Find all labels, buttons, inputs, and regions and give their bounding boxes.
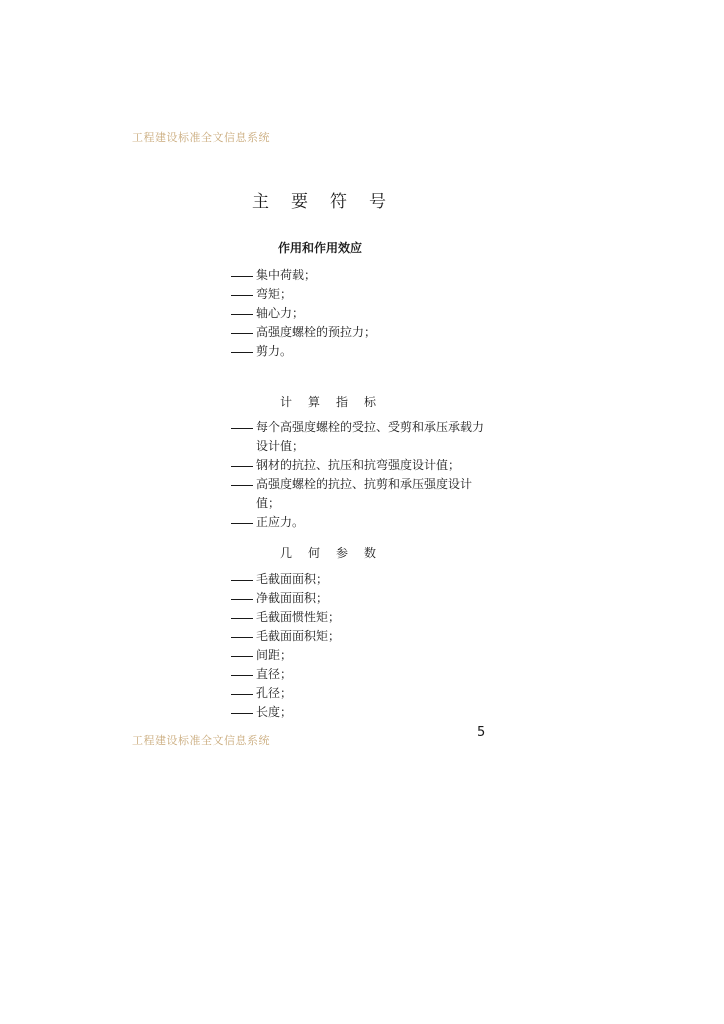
symbol-description: 毛截面惯性矩； [256,610,341,624]
symbol-description: 毛截面面积矩； [256,629,341,643]
dash-divider [231,276,253,277]
symbol-description: 正应力。 [256,515,305,529]
symbol-description: 毛截面面积； [256,572,329,586]
section-title-calc: 计算指标 [279,395,392,409]
dash-divider [231,295,253,296]
section-title-geometry: 几何参数 [279,546,392,560]
page-title: 主要符号 [252,192,408,212]
symbol-description: 轴心力； [256,306,305,320]
dash-divider [231,675,253,676]
description-continuation: 设计值； [256,439,305,453]
dash-divider [231,485,253,486]
symbol-description: 长度； [256,705,293,719]
dash-divider [231,466,253,467]
symbol-description: 高强度螺栓的预拉力； [256,325,377,339]
symbol-description: 高强度螺栓的抗拉、抗剪和承压强度设计 [256,477,473,491]
dash-divider [231,637,253,638]
dash-divider [231,656,253,657]
watermark-top: 工程建设标准全文信息系统 [132,131,270,144]
symbol-description: 集中荷载； [256,268,317,282]
page-number: 5 [477,725,486,740]
dash-divider [231,314,253,315]
dash-divider [231,352,253,353]
dash-divider [231,599,253,600]
section-title-actions: 作用和作用效应 [277,241,362,255]
dash-divider [231,713,253,714]
watermark-bottom: 工程建设标准全文信息系统 [132,734,270,747]
symbol-description: 剪力。 [256,344,293,358]
symbol-description: 直径； [256,667,293,681]
symbol-description: 钢材的抗拉、抗压和抗弯强度设计值； [256,458,461,472]
dash-divider [231,523,253,524]
dash-divider [231,580,253,581]
symbol-description: 弯矩； [256,287,293,301]
dash-divider [231,333,253,334]
dash-divider [231,428,253,429]
symbol-description: 净截面面积； [256,591,329,605]
dash-divider [231,618,253,619]
symbol-description: 间距； [256,648,293,662]
dash-divider [231,694,253,695]
symbol-description: 孔径； [256,686,293,700]
symbol-description: 每个高强度螺栓的受拉、受剪和承压承载力 [256,420,485,434]
description-continuation: 值； [256,496,281,510]
